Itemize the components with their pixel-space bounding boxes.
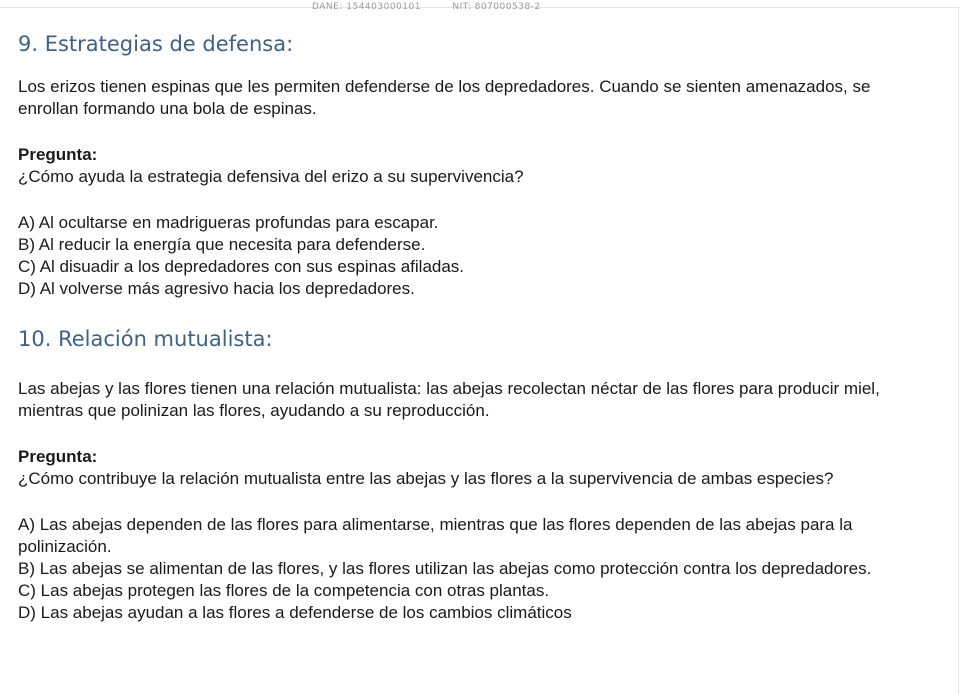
- section-9-question-label: Pregunta:: [18, 145, 98, 164]
- section-9-text: Los erizos tienen espinas que les permiten defenderse de los depredadores. Cuando se sienten amenazados, se enrollan formando una bola de espinas.: [18, 77, 871, 118]
- section-10-text: Las abejas y las flores tienen una relación mutualista: las abejas recolectan néctar de las flores para producir miel, mientras que polinizan las flores, ayudando a su reproducción.: [18, 379, 880, 420]
- section-9-question: ¿Cómo ayuda la estrategia defensiva del erizo a su supervivencia?: [18, 167, 524, 186]
- section-10-title: 10. Relación mutualista:: [18, 327, 273, 351]
- header-dane: DANE: 154403000101: [312, 2, 421, 12]
- section-9-option-b: B) Al reducir la energía que necesita para defenderse.: [18, 235, 426, 254]
- section-10-option-b: B) Las abejas se alimentan de las flores, y las flores utilizan las abejas como protección contra los depredadores.: [18, 559, 872, 578]
- section-9-title: 9. Estrategias de defensa:: [18, 32, 294, 56]
- section-10-question-label: Pregunta:: [18, 447, 98, 466]
- section-9-option-a: A) Al ocultarse en madrigueras profundas para escapar.: [18, 213, 439, 232]
- header-nit: NIT: 807000538-2: [452, 2, 541, 12]
- document-content: [18, 8, 918, 624]
- section-10-question: ¿Cómo contribuye la relación mutualista entre las abejas y las flores a la supervivencia de ambas especies?: [18, 469, 834, 488]
- section-9-option-d: D) Al volverse más agresivo hacia los depredadores.: [18, 279, 415, 298]
- section-10-option-a: A) Las abejas dependen de las flores para alimentarse, mientras que las flores dependen de las abejas para la polinización.: [18, 515, 853, 556]
- document-page: [0, 2, 959, 694]
- section-10-option-d: D) Las abejas ayudan a las flores a defenderse de los cambios climáticos: [18, 603, 572, 622]
- section-10-option-c: C) Las abejas protegen las flores de la competencia con otras plantas.: [18, 581, 550, 600]
- section-9-option-c: C) Al disuadir a los depredadores con sus espinas afiladas.: [18, 257, 465, 276]
